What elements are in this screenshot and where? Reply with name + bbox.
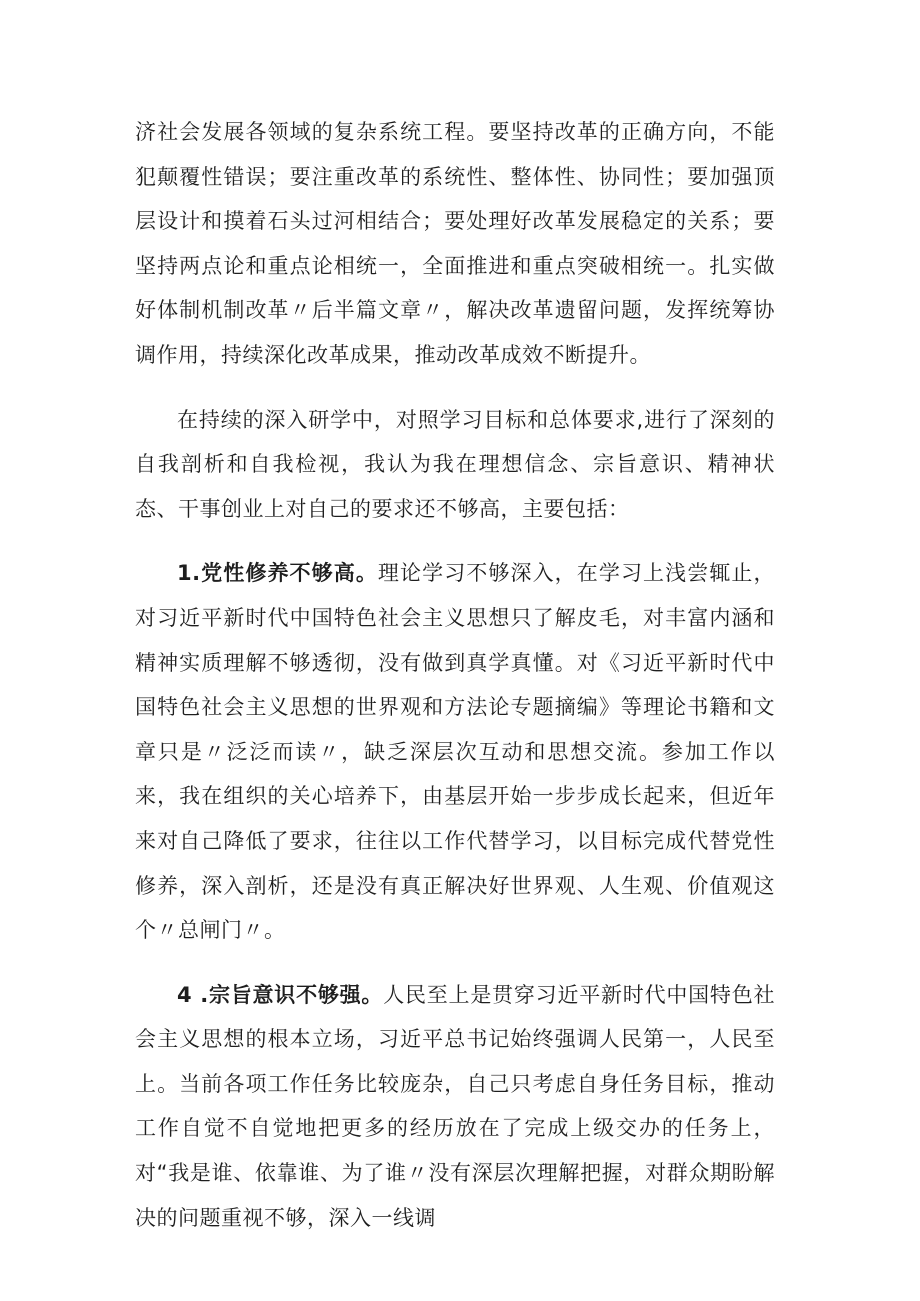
paragraph-purpose-awareness [135, 973, 775, 1241]
paragraph-text: 理论学习不够深入，在学习上浅尝辄止，对习近平新时代中国特色社会主义思想只了解皮毛，对丰富内涵和精神实质理解不够透彻，没有做到真学真懂。对《习近平新时代中国特色社会主义思想的世界观和方法论专题摘编》等理论书籍和文章只是〃泛泛而读〃，缺乏深层次互动和思想交流。参加工作以来，我在组织的关心培养下，由基层开始一步步成长起来，但近年来对自己降低了要求，往往以工作代替学习，以目标完成代替党性修养，深入剖析，还是没有真正解决好世界观、人生观、价值观这个〃总闸门〃。 [135, 561, 775, 943]
document-body [135, 110, 775, 1240]
section-heading: 4 .宗旨意识不够强。 [177, 982, 384, 1007]
paragraph-text: 济社会发展各领域的复杂系统工程。要坚持改革的正确方向，不能犯颠覆性错误；要注重改革的系统性、整体性、协同性；要加强顶层设计和摸着石头过河相结合；要处理好改革发展稳定的关系；要坚持两点论和重点论相统一，全面推进和重点突破相统一。扎实做好体制机制改革〃后半篇文章〃，解决改革遗留问题，发挥统筹协调作用，持续深化改革成果，推动改革成效不断提升。 [135, 120, 775, 367]
paragraph-party-spirit [135, 551, 775, 952]
paragraph-text: 在持续的深入研学中，对照学习目标和总体要求,进行了深刻的自我剖析和自我检视，我认为我在理想信念、宗旨意识、精神状态、干事创业上对自己的要求还不够高，主要包括： [135, 407, 775, 521]
paragraph-reform-continued [135, 110, 775, 378]
paragraph-text: 人民至上是贯穿习近平新时代中国特色社会主义思想的根本立场，习近平总书记始终强调人民第一，人民至上。当前各项工作任务比较庞杂，自己只考虑自身任务目标，推动工作自觉不自觉地把更多的经历放在了完成上级交办的任务上，对“我是谁、依靠谁、为了谁〃没有深层次理解把握，对群众期盼解决的问题重视不够，深入一线调 [135, 982, 775, 1230]
section-heading: 1.党性修养不够高。 [177, 561, 378, 586]
paragraph-self-examination [135, 398, 775, 532]
